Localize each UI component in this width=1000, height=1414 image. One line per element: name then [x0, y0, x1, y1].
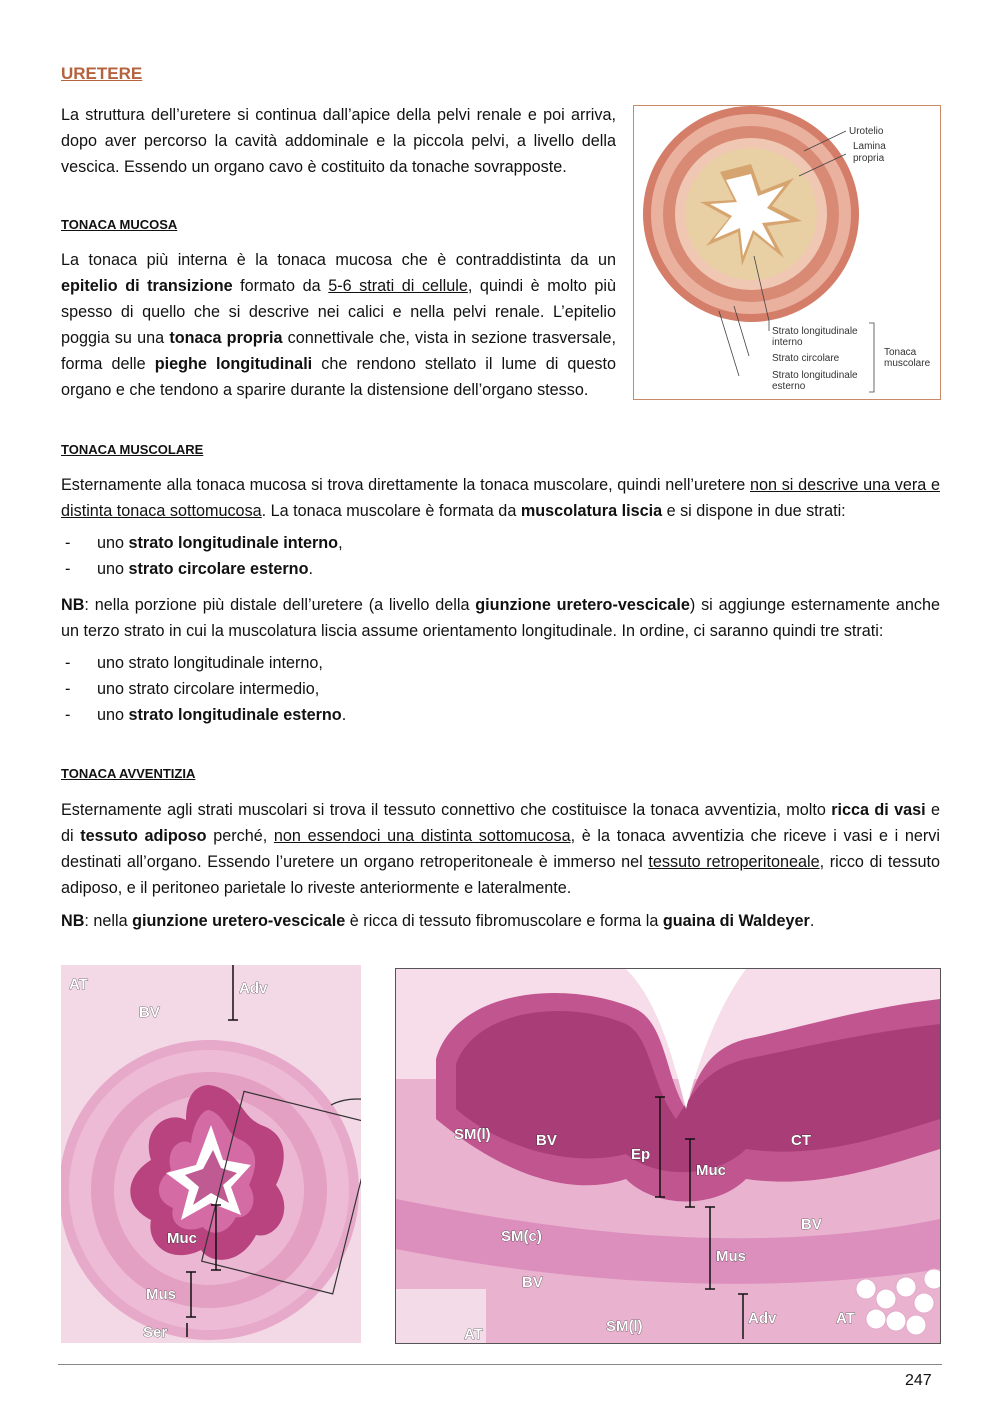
label-ep: Ep	[631, 1146, 651, 1163]
label-ser: Ser	[143, 1324, 168, 1341]
list-item: - uno strato longitudinale interno,	[61, 650, 940, 676]
muscolare-list-1	[61, 530, 940, 582]
list-item: - uno strato circolare esterno.	[61, 556, 940, 582]
muscolare-nb-paragraph: NB: nella porzione più distale dell’uretere (a livello della giunzione uretero-vescicale) si aggiunge esternamente anche un terzo strato in cui la muscolatura liscia assume orientamento longitudinale. In ordine, ci saranno quindi tre strati:	[61, 596, 940, 640]
label-bv-2: BV	[522, 1274, 543, 1291]
label-muc: Muc	[696, 1162, 726, 1179]
muscolare-list-2	[61, 650, 940, 728]
label-tm-2: muscolare	[884, 358, 931, 369]
histology-image-low-magnification	[61, 965, 361, 1343]
bracket	[869, 323, 874, 392]
label-mus: Mus	[716, 1248, 746, 1265]
label-sm-l-top: SM(l)	[454, 1126, 491, 1143]
list-item: - uno strato circolare intermedio,	[61, 676, 940, 702]
label-bv-3: BV	[801, 1216, 822, 1233]
list-item: - uno strato longitudinale esterno.	[61, 702, 940, 728]
histology-left-svg	[61, 965, 361, 1343]
label-ct: CT	[791, 1132, 811, 1149]
label-adv: Adv	[239, 980, 268, 997]
label-muc: Muc	[167, 1230, 197, 1247]
heading-mucosa: TONACA MUCOSA	[61, 217, 178, 232]
avventizia-paragraph: Esternamente agli strati muscolari si trova il tessuto connettivo che costituisce la tonaca avventizia, molto ricca di vasi e di tessuto adiposo perché, non essendoci una distinta sottomucosa, è la tonaca avventizia che riceve i vasi e i nervi destinati all’organo. Essendo l’uretere un organo retroperitoneale è immerso nel tessuto retroperitoneale, ricco di tessuto adiposo, e il peritoneo parietale lo riveste anteriormente e lateralmente.	[61, 801, 941, 897]
avventizia-nb-paragraph: NB: nella giunzione uretero-vescicale è ricca di tessuto fibromuscolare e forma la guaina di Waldeyer.	[61, 912, 815, 930]
label-sli-1: Strato longitudinale	[772, 326, 858, 337]
label-bv: BV	[139, 1004, 160, 1021]
label-at: AT	[69, 976, 88, 993]
label-sle-1: Strato longitudinale	[772, 370, 858, 381]
label-urotelio: Urotelio	[849, 126, 884, 137]
label-sc: Strato circolare	[772, 353, 840, 364]
label-lamina-2: propria	[853, 153, 885, 164]
label-mus: Mus	[146, 1286, 176, 1303]
page-title: URETERE	[61, 64, 143, 83]
label-bv-1: BV	[536, 1132, 557, 1149]
label-at-left: AT	[464, 1326, 483, 1343]
label-adv: Adv	[748, 1310, 777, 1327]
histology-right-svg	[396, 969, 940, 1343]
label-sle-2: esterno	[772, 381, 806, 392]
heading-muscolare: TONACA MUSCOLARE	[61, 442, 204, 457]
label-sm-c: SM(c)	[501, 1228, 542, 1245]
page-number: 247	[905, 1372, 932, 1389]
muscolare-paragraph: Esternamente alla tonaca mucosa si trova direttamente la tonaca muscolare, quindi nell’uretere non si descrive una vera e distinta tonaca sottomucosa. La tonaca muscolare è formata da muscolatura liscia e si dispone in due strati:	[61, 476, 940, 520]
diagram-svg	[634, 106, 940, 399]
footer-divider	[58, 1364, 942, 1365]
label-sli-2: interno	[772, 337, 803, 348]
label-tm-1: Tonaca	[884, 347, 917, 358]
label-at-right: AT	[836, 1310, 855, 1327]
ureter-cross-section-diagram	[633, 105, 941, 400]
histology-image-high-magnification	[395, 968, 941, 1344]
list-item: - uno strato longitudinale interno,	[61, 530, 940, 556]
intro-paragraph: La struttura dell’uretere si continua dall’apice della pelvi renale e poi arriva, dopo aver percorso la cavità addominale e la piccola pelvi, a livello della vescica. Essendo un organo cavo è costituito da tonache sovrapposte.	[61, 106, 616, 176]
label-lamina-1: Lamina	[853, 141, 886, 152]
label-sm-l-bottom: SM(l)	[606, 1318, 643, 1335]
mucosa-paragraph: La tonaca più interna è la tonaca mucosa che è contraddistinta da un epitelio di transizione formato da 5-6 strati di cellule, quindi è molto più spesso di quello che si descrive nei calici e nella pelvi renale. L’epitelio poggia su una tonaca propria connettivale che, vista in sezione trasversale, forma delle pieghe longitudinali che rendono stellato il lume di questo organo e che tendono a sparire durante la distensione dell’organo stesso.	[61, 251, 616, 399]
heading-avventizia: TONACA AVVENTIZIA	[61, 766, 196, 781]
